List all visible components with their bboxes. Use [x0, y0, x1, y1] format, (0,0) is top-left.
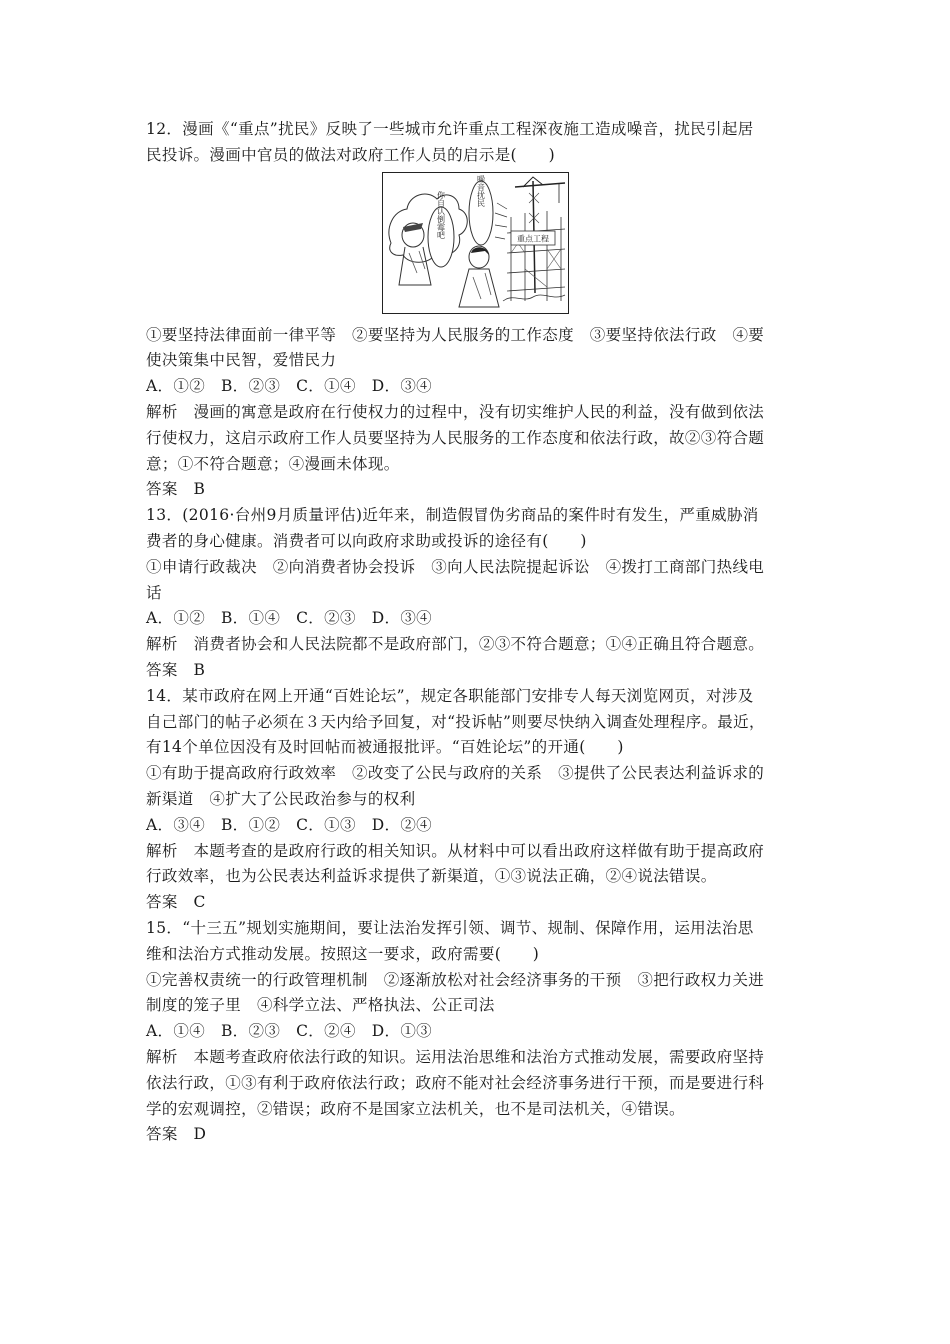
q13-options-line-1: ①申请行政裁决 ②向消费者协会投诉 ③向人民法院提起诉讼 ④拨打工商部门热线电 — [146, 557, 765, 576]
q14-stem-line-3: 有14个单位因没有及时回帖而被通报批评。“百姓论坛”的开通( ) — [146, 738, 624, 757]
q12-options-line-1: ①要坚持法律面前一律平等 ②要坚持为人民服务的工作态度 ③要坚持依法行政 ④要 — [146, 325, 765, 344]
q15-analysis-line-3: 学的宏观调控，②错误；政府不是国家立法机关，也不是司法机关，④错误。 — [146, 1099, 685, 1118]
q15-options-line-1: ①完善权责统一的行政管理机制 ②逐渐放松对社会经济事务的干预 ③把行政权力关进 — [146, 970, 765, 989]
q15-answer: 答案 D — [146, 1125, 207, 1144]
q12-analysis-line-2: 行使权力，这启示政府工作人员要坚持为人民服务的工作态度和依法行政，故②③符合题 — [146, 428, 765, 447]
q13-options-line-2: 话 — [146, 583, 162, 602]
q12-stem-line-2: 民投诉。漫画中官员的做法对政府工作人员的启示是( ) — [146, 145, 556, 164]
q14-analysis-line-2: 行政效率，也为公民表达利益诉求提供了新渠道，①③说法正确，②④说法错误。 — [146, 867, 717, 886]
q12-cartoon-figure — [146, 172, 816, 320]
q12-choices: A．①② B．②③ C．①④ D．③④ — [146, 377, 433, 396]
q15-choices: A．①④ B．②③ C．②④ D．①③ — [146, 1022, 433, 1041]
q14-options-line-2: 新渠道 ④扩大了公民政治参与的权利 — [146, 789, 416, 808]
q13-answer: 答案 B — [146, 660, 206, 679]
document-body — [146, 118, 816, 1149]
q12-analysis-line-1: 解析 漫画的寓意是政府在行使权力的过程中，没有切实维护人民的利益，没有做到依法 — [146, 402, 765, 421]
q12-options-line-2: 使决策集中民智，爱惜民力 — [146, 351, 337, 370]
q14-stem-line-2: 自己部门的帖子必须在３天内给予回复，对“投诉帖”则要尽快纳入调查处理程序。最近， — [146, 712, 765, 731]
q12-analysis-line-3: 意；①不符合题意；④漫画未体现。 — [146, 454, 400, 473]
q14-analysis-line-1: 解析 本题考查的是政府行政的相关知识。从材料中可以看出政府这样做有助于提高政府 — [146, 841, 765, 860]
q15-analysis-line-2: 依法行政，①③有利于政府依法行政；政府不能对社会经济事务进行干预，而是要进行科 — [146, 1073, 765, 1092]
q15-stem-line-2: 维和法治方式推动发展。按照这一要求，政府需要( ) — [146, 944, 540, 963]
q12-stem-line-1: 12．漫画《“重点”扰民》反映了一些城市允许重点工程深夜施工造成噪音，扰民引起居 — [146, 120, 754, 138]
q15-options-line-2: 制度的笼子里 ④科学立法、严格执法、公正司法 — [146, 996, 495, 1015]
cartoon-bubble-left: 你自认倒霉吧 — [436, 190, 446, 239]
cartoon-sign-text: 重点工程 — [517, 234, 549, 244]
q15-stem-line-1: 15．“十三五”规划实施期间，要让法治发挥引领、调节、规制、保障作用，运用法治思 — [146, 918, 754, 937]
cartoon-bubble-right: 噪音扰民 — [476, 174, 486, 207]
q14-choices: A．③④ B．①② C．①③ D．②④ — [146, 815, 433, 834]
q14-options-line-1: ①有助于提高政府行政效率 ②改变了公民与政府的关系 ③提供了公民表达利益诉求的 — [146, 764, 765, 783]
q13-stem-line-1: 13．(2016·台州9月质量评估)近年来，制造假冒伪劣商品的案件时有发生，严重威胁消 — [146, 506, 759, 525]
q13-choices: A．①② B．①④ C．②③ D．③④ — [146, 609, 433, 628]
q13-stem-line-2: 费者的身心健康。消费者可以向政府求助或投诉的途径有( ) — [146, 531, 587, 550]
q15-analysis-line-1: 解析 本题考查政府依法行政的知识。运用法治思维和法治方式推动发展，需要政府坚持 — [146, 1047, 765, 1066]
q14-stem-line-1: 14．某市政府在网上开通“百姓论坛”，规定各职能部门安排专人每天浏览网页，对涉及 — [146, 686, 754, 705]
q13-analysis-line-1: 解析 消费者协会和人民法院都不是政府部门，②③不符合题意；①④正确且符合题意。 — [146, 635, 765, 654]
cartoon-illustration — [382, 172, 569, 314]
q12-answer: 答案 B — [146, 480, 206, 499]
q14-answer: 答案 C — [146, 893, 206, 912]
